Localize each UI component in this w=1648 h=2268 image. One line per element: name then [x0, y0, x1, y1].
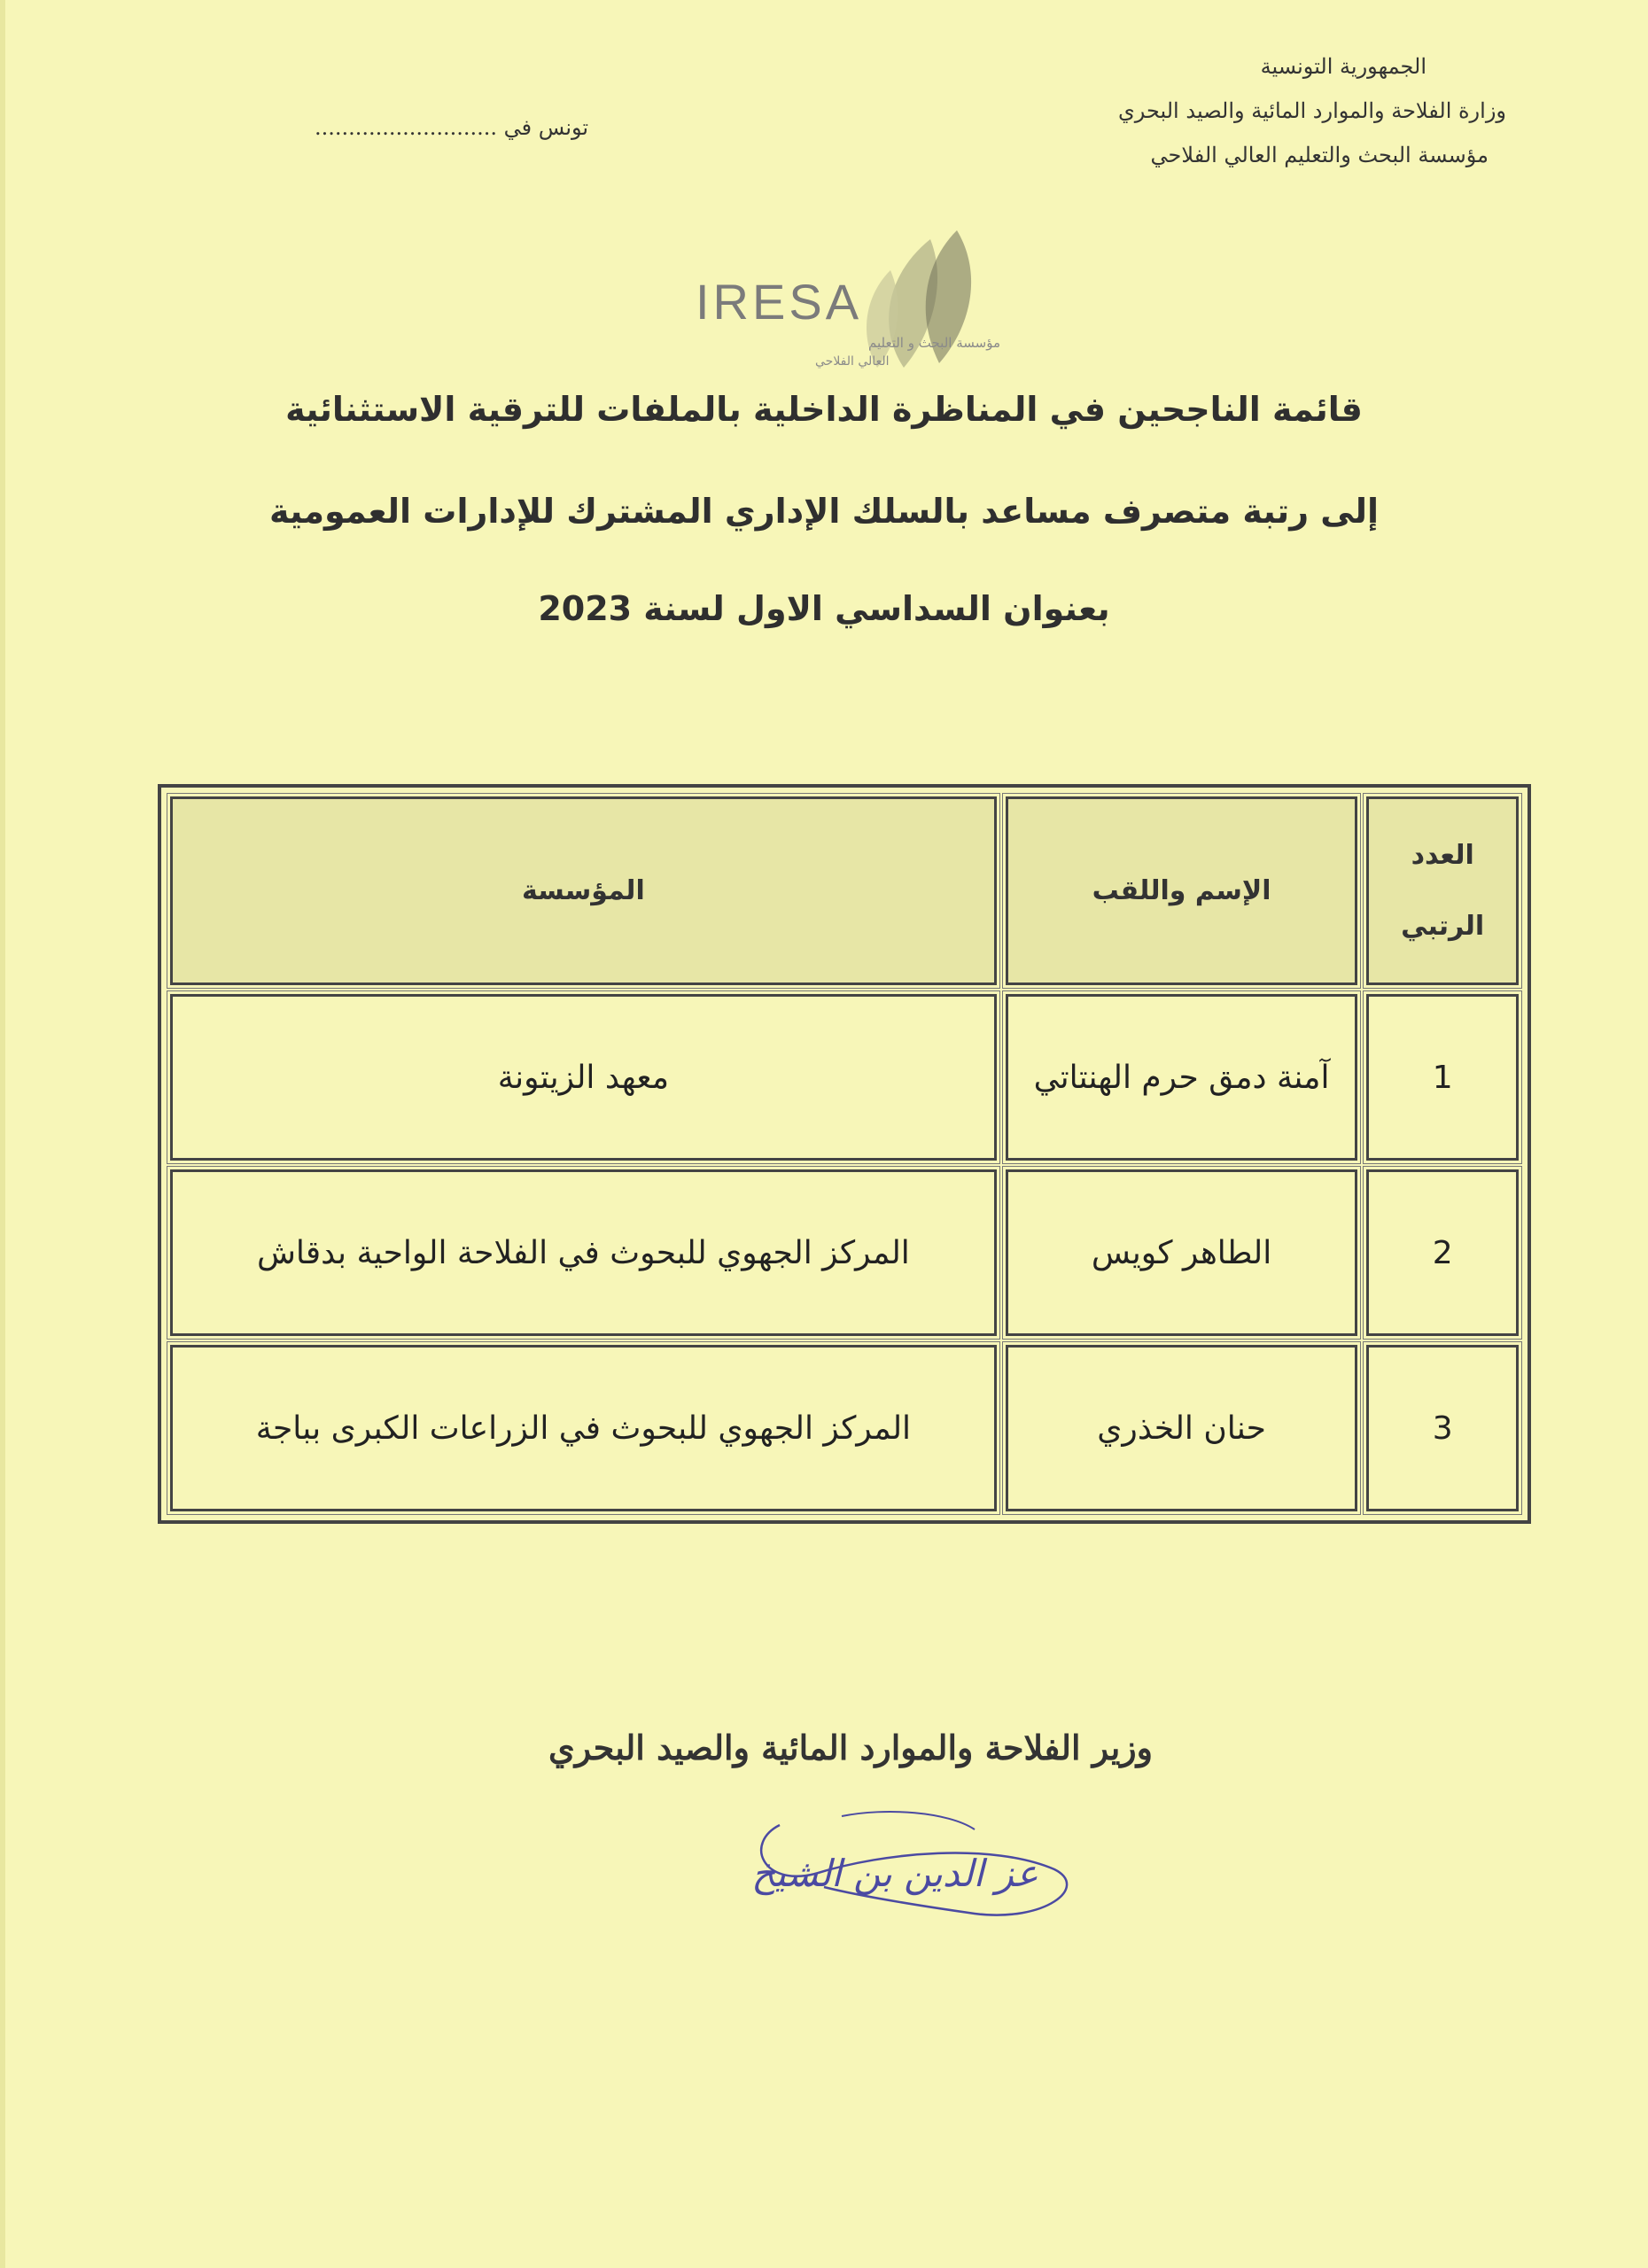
results-table: [158, 784, 1531, 1524]
svg-text:العالي الفلاحي: العالي الفلاحي: [815, 354, 890, 369]
date-dots: ...........................: [315, 115, 497, 140]
title-line-3: بعنوان السداسي الاول لسنة 2023: [538, 589, 1110, 628]
date-line: [315, 115, 588, 140]
date-label: تونس في: [503, 115, 589, 140]
row-institution: المركز الجهوي للبحوث في الفلاحة الواحية بدقاش: [170, 1169, 997, 1336]
page-edge: [0, 0, 5, 2268]
header-institution: المؤسسة: [170, 796, 997, 985]
table-row: [170, 994, 1519, 1161]
header-rank-number-line2: الرتبي: [1401, 910, 1485, 942]
row-name: آمنة دمق حرم الهنتاتي: [1006, 994, 1358, 1161]
row-number: 3: [1366, 1345, 1519, 1511]
row-institution: المركز الجهوي للبحوث في الزراعات الكبرى بباجة: [170, 1345, 997, 1511]
row-name: الطاهر كويس: [1006, 1169, 1358, 1336]
iresa-logo-graphic: [665, 221, 1037, 381]
letterhead-institution: مؤسسة البحث والتعليم العالي الفلاحي: [1150, 143, 1489, 167]
header-rank-number-line1: العدد: [1411, 839, 1474, 871]
header-rank-number: [1366, 796, 1519, 985]
svg-text:IRESA: IRESA: [696, 274, 863, 330]
letterhead-ministry: وزارة الفلاحة والموارد المائية والصيد البحري: [1117, 98, 1506, 123]
row-institution: معهد الزيتونة: [170, 994, 997, 1161]
row-name: حنان الخذري: [1006, 1345, 1358, 1511]
svg-text:مؤسسة البحث و التعليم: مؤسسة البحث و التعليم: [868, 335, 1000, 351]
letterhead: [1010, 44, 1506, 177]
signature-name: عز الدين بن الشيخ: [751, 1852, 1038, 1895]
table-row: [170, 1169, 1519, 1336]
iresa-logo: [665, 221, 1037, 381]
table-row: [170, 1345, 1519, 1511]
letterhead-republic: الجمهورية التونسية: [1260, 54, 1426, 79]
minister-title: وزير الفلاحة والموارد المائية والصيد البحري: [548, 1728, 1153, 1767]
table-header-row: [170, 796, 1519, 985]
title-line-2: إلى رتبة متصرف مساعد بالسلك الإداري المشترك للإدارات العمومية: [268, 492, 1380, 531]
row-number: 1: [1366, 994, 1519, 1161]
header-name: الإسم واللقب: [1006, 796, 1358, 985]
row-number: 2: [1366, 1169, 1519, 1336]
title-line-1: قائمة الناجحين في المناظرة الداخلية بالملفات للترقية الاستثنائية: [285, 390, 1363, 429]
